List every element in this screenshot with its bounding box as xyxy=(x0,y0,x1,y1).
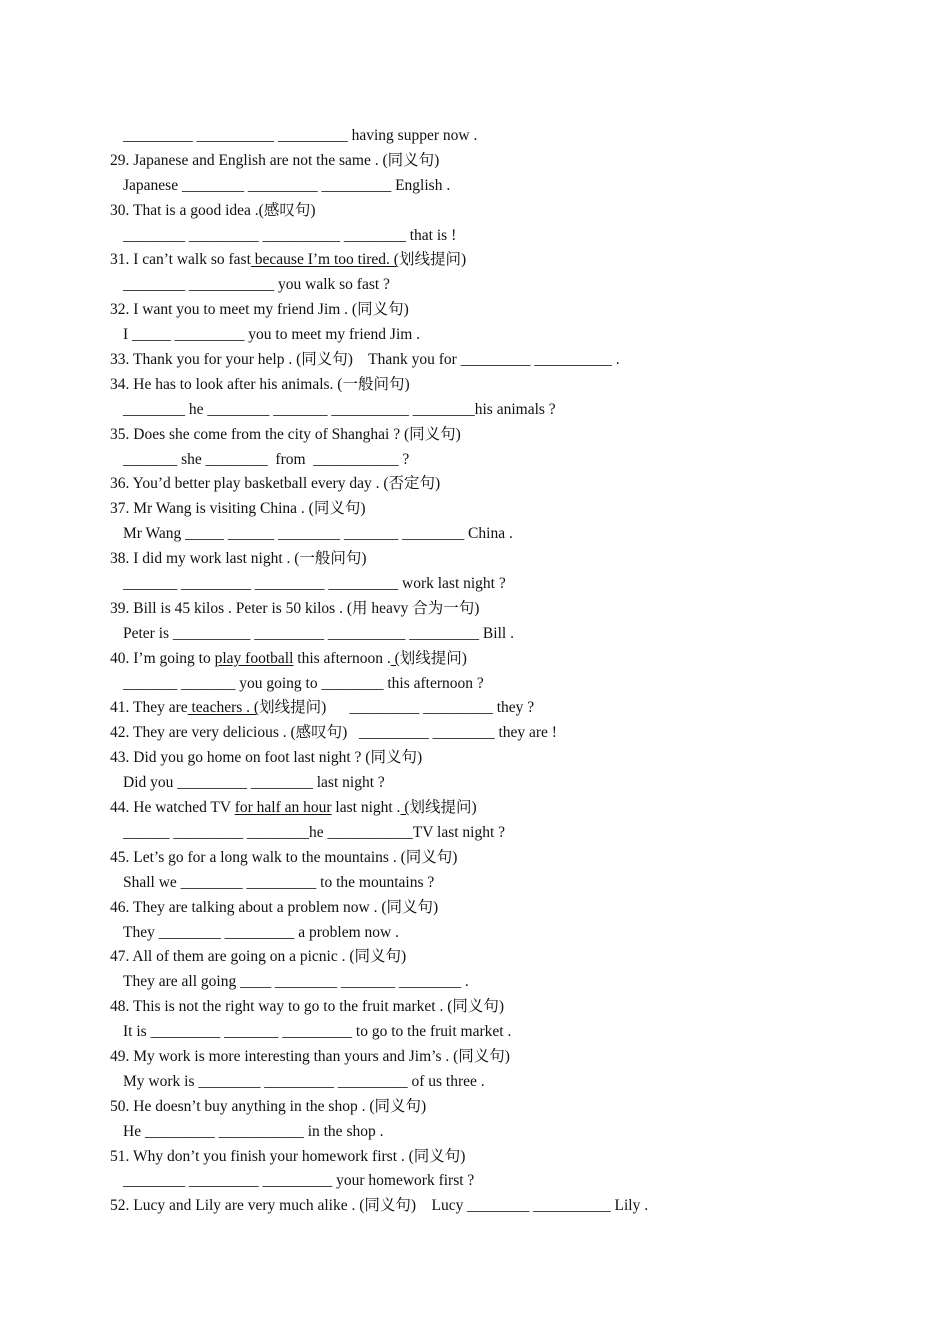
answer-line xyxy=(110,174,870,199)
text-segment: 42. They are very delicious . (感叹句) _________ ________ they are ! xyxy=(110,724,557,742)
question-line xyxy=(110,1095,870,1120)
answer-line xyxy=(110,522,870,547)
answer-line xyxy=(110,398,870,423)
question-line xyxy=(110,472,870,497)
answer-line xyxy=(110,970,870,995)
question-line xyxy=(110,721,870,746)
text-segment: 37. Mr Wang is visiting China . (同义句) xyxy=(110,500,366,518)
text-segment: He _________ ___________ in the shop . xyxy=(123,1122,384,1140)
answer-line xyxy=(110,771,870,796)
text-segment: 38. I did my work last night . (一般问句) xyxy=(110,550,367,568)
question-line xyxy=(110,746,870,771)
question-line xyxy=(110,373,870,398)
text-segment: They ________ _________ a problem now . xyxy=(123,923,399,941)
answer-line xyxy=(110,1070,870,1095)
text-segment: 52. Lucy and Lily are very much alike . (同义句) Lucy ________ __________ Lily . xyxy=(110,1197,649,1215)
text-segment: 46. They are talking about a problem now . (同义句) xyxy=(110,898,439,916)
answer-line xyxy=(110,323,870,348)
text-segment: 30. That is a good idea .(感叹句) xyxy=(110,201,316,219)
text-segment: 划线提问) xyxy=(409,799,477,817)
text-segment: 40. I’m going to xyxy=(110,649,215,667)
question-line xyxy=(110,896,870,921)
question-line xyxy=(110,1045,870,1070)
answer-line xyxy=(110,1169,870,1194)
text-segment: 划线提问) xyxy=(399,649,467,667)
answer-line xyxy=(110,1120,870,1145)
text-segment: _________ __________ _________ having supper now . xyxy=(123,127,478,144)
question-line xyxy=(110,846,870,871)
question-line xyxy=(110,945,870,970)
text-segment: ________ _________ _________ your homework first ? xyxy=(123,1172,475,1190)
text-segment: _______ _______ you going to ________ this afternoon ? xyxy=(123,674,484,692)
exercise-list xyxy=(110,124,870,1219)
text-segment: 39. Bill is 45 kilos . Peter is 50 kilos . (用 heavy 合为一句) xyxy=(110,599,480,617)
answer-line xyxy=(110,448,870,473)
question-line xyxy=(110,149,870,174)
underlined-segment: ( xyxy=(400,799,410,817)
question-line xyxy=(110,248,870,273)
text-segment: They are all going ____ ________ _______ ________ . xyxy=(123,973,469,991)
answer-line xyxy=(110,224,870,249)
text-segment: 33. Thank you for your help . (同义句) Thank you for _________ __________ . xyxy=(110,351,620,369)
text-segment: 41. They are xyxy=(110,699,188,717)
question-line xyxy=(110,298,870,323)
question-line xyxy=(110,423,870,448)
text-segment: 29. Japanese and English are not the same . (同义句) xyxy=(110,151,440,169)
text-segment: 43. Did you go home on foot last night ? (同义句) xyxy=(110,749,423,767)
text-segment: 50. He doesn’t buy anything in the shop . (同义句) xyxy=(110,1097,427,1115)
question-line xyxy=(110,796,870,821)
underlined-segment: for half an hour xyxy=(234,799,332,817)
text-segment: 32. I want you to meet my friend Jim . (同义句) xyxy=(110,301,409,319)
text-segment: 划线提问) _________ _________ they ? xyxy=(259,699,535,717)
text-segment: last night . xyxy=(331,799,401,817)
text-segment: 49. My work is more interesting than yours and Jim’s . (同义句) xyxy=(110,1047,510,1065)
text-segment: Shall we ________ _________ to the mountains ? xyxy=(123,873,435,891)
text-segment: Japanese ________ _________ _________ English . xyxy=(123,176,451,194)
question-line xyxy=(110,1194,870,1219)
text-segment: My work is ________ _________ _________ of us three . xyxy=(123,1072,485,1090)
answer-line xyxy=(110,622,870,647)
answer-line xyxy=(110,672,870,697)
text-segment: 31. I can’t walk so fast xyxy=(110,251,251,269)
question-line xyxy=(110,696,870,721)
underlined-segment: play football xyxy=(214,649,294,667)
text-segment: ________ he ________ _______ __________ ________his animals ? xyxy=(123,400,556,418)
text-segment: 44. He watched TV xyxy=(110,799,235,817)
text-segment: Peter is __________ _________ __________ _________ Bill . xyxy=(123,624,514,642)
text-segment: ________ _________ __________ ________ that is ! xyxy=(123,226,457,244)
text-segment: this afternoon . xyxy=(293,649,391,667)
text-segment: _______ she ________ from ___________ ? xyxy=(123,450,410,468)
text-segment: I _____ _________ you to meet my friend Jim . xyxy=(123,326,421,344)
text-segment: Did you _________ ________ last night ? xyxy=(123,774,385,792)
question-line xyxy=(110,1145,870,1170)
text-segment: 35. Does she come from the city of Shanghai ? (同义句) xyxy=(110,425,461,443)
question-line xyxy=(110,348,870,373)
text-segment: 48. This is not the right way to go to the fruit market . (同义句) xyxy=(110,998,505,1016)
text-segment: 34. He has to look after his animals. (一般问句) xyxy=(110,375,410,393)
question-line xyxy=(110,497,870,522)
text-segment: ______ _________ ________he ___________TV last night ? xyxy=(123,823,506,841)
underlined-segment: teachers . ( xyxy=(187,699,260,717)
question-line xyxy=(110,647,870,672)
text-segment: 36. You’d better play basketball every day . (否定句) xyxy=(110,475,441,493)
text-segment: 45. Let’s go for a long walk to the mountains . (同义句) xyxy=(110,848,458,866)
text-segment: ________ ___________ you walk so fast ? xyxy=(123,276,390,294)
text-segment: It is _________ _______ _________ to go to the fruit market . xyxy=(123,1023,512,1041)
underlined-segment: because I’m too tired. ( xyxy=(250,251,399,269)
text-segment: 划线提问) xyxy=(398,251,467,269)
answer-line xyxy=(110,273,870,298)
text-segment: Mr Wang _____ ______ ________ _______ ________ China . xyxy=(123,525,513,543)
text-segment: 51. Why don’t you finish your homework first . (同义句) xyxy=(110,1147,466,1165)
underlined-segment: ( xyxy=(390,649,400,667)
answer-line xyxy=(110,921,870,946)
answer-line xyxy=(110,821,870,846)
question-line xyxy=(110,995,870,1020)
text-segment: 47. All of them are going on a picnic . (同义句) xyxy=(110,948,407,966)
question-line xyxy=(110,199,870,224)
answer-line xyxy=(110,1020,870,1045)
question-line xyxy=(110,547,870,572)
answer-line xyxy=(110,124,870,149)
answer-line xyxy=(110,871,870,896)
question-line xyxy=(110,597,870,622)
answer-line xyxy=(110,572,870,597)
text-segment: _______ _________ _________ _________ work last night ? xyxy=(123,575,506,593)
